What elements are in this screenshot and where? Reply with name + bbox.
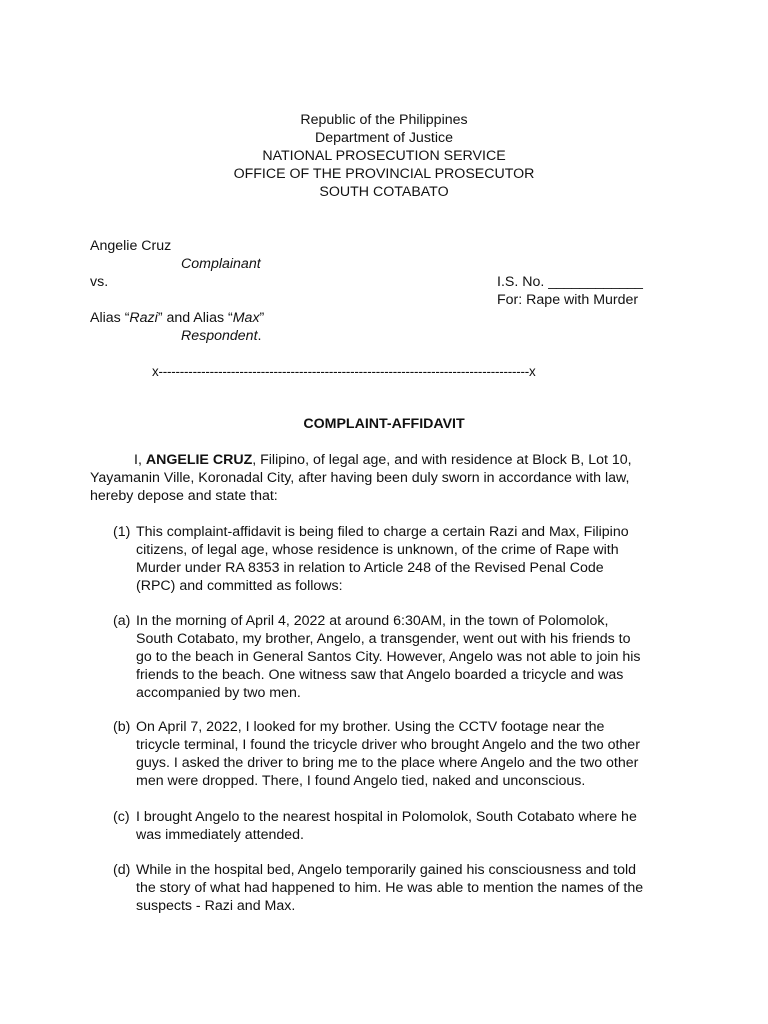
paragraph-line: (RPC) and committed as follows: [136, 578, 343, 594]
paragraph-line: men were dropped. There, I found Angelo tied, naked and unconscious. [136, 773, 586, 789]
respondent-alias-razi: Razi [129, 310, 158, 326]
header-nps: NATIONAL PROSECUTION SERVICE [262, 148, 506, 164]
paragraph-a [136, 612, 641, 702]
paragraph-c [136, 808, 637, 844]
paragraph-line: I brought Angelo to the nearest hospital in Polomolok, South Cotabato where he [136, 809, 637, 825]
paragraph-1-marker: (1) [113, 524, 131, 540]
paragraph-line: Murder under RA 8353 in relation to Article 248 of the Revised Penal Code [136, 560, 604, 576]
respondent-alias-max: Max [232, 310, 260, 326]
paragraph-line: citizens, of legal age, whose residence is unknown, of the crime of Rape with [136, 542, 619, 558]
paragraph-line: On April 7, 2022, I looked for my brother. Using the CCTV footage near the [136, 719, 605, 735]
header-office: OFFICE OF THE PROVINCIAL PROSECUTOR [233, 166, 535, 182]
respondent-role-text: Respondent [181, 328, 258, 344]
intro-line-1 [90, 451, 632, 469]
document-title: COMPLAINT-AFFIDAVIT [303, 416, 465, 432]
intro-paragraph [90, 451, 632, 505]
paragraph-line: While in the hospital bed, Angelo temporarily gained his consciousness and told [136, 862, 637, 878]
header-department: Department of Justice [315, 130, 453, 146]
versus-label: vs. [90, 274, 109, 290]
respondent-prefix: Alias “ [90, 310, 130, 326]
respondent-role [181, 327, 261, 345]
paragraph-line: accompanied by two men. [136, 685, 301, 701]
header-province: SOUTH COTABATO [319, 184, 449, 200]
respondent-mid: ” and Alias “ [157, 310, 233, 326]
respondent-suffix: ” [259, 310, 265, 326]
affiant-name: ANGELIE CRUZ [145, 452, 253, 468]
paragraph-d-marker: (d) [113, 862, 131, 878]
paragraph-line: suspects - Razi and Max. [136, 898, 296, 914]
intro-i: I, [134, 452, 146, 468]
header-republic: Republic of the Philippines [300, 112, 468, 128]
paragraph-b-marker: (b) [113, 719, 131, 735]
paragraph-line: tricycle terminal, I found the tricycle driver who brought Angelo and the two other [136, 737, 640, 753]
paragraph-b [136, 718, 640, 790]
paragraph-line: friends to the beach. One witness saw that Angelo boarded a tricycle and was [136, 667, 624, 683]
paragraph-line: This complaint-affidavit is being filed to charge a certain Razi and Max, Filipino [136, 524, 629, 540]
paragraph-line: guys. I asked the driver to bring me to the place where Angelo and the two other [136, 755, 639, 771]
intro-line-3: hereby depose and state that: [90, 488, 278, 504]
paragraph-line: South Cotabato, my brother, Angelo, a transgender, went out with his friends to [136, 631, 631, 647]
caption-separator: x---------------------------------------------------------------------------------------x [152, 364, 536, 379]
complainant-role: Complainant [181, 256, 261, 272]
complainant-name: Angelie Cruz [90, 238, 172, 254]
paragraph-line: go to the beach in General Santos City. However, Angelo was not able to join his [136, 649, 641, 665]
paragraph-line: In the morning of April 4, 2022 at around 6:30AM, in the town of Polomolok, [136, 613, 609, 629]
paragraph-line: the story of what had happened to him. He was able to mention the names of the [136, 880, 644, 896]
paragraph-c-marker: (c) [113, 809, 130, 825]
paragraph-1 [136, 523, 629, 595]
is-number: I.S. No. ____________ [497, 274, 643, 290]
paragraph-a-marker: (a) [113, 613, 131, 629]
respondent-names [90, 309, 264, 327]
charge-label: For: Rape with Murder [497, 292, 639, 308]
paragraph-line: was immediately attended. [136, 827, 304, 843]
paragraph-d [136, 861, 643, 915]
intro-line-1-rest: , Filipino, of legal age, and with residence at Block B, Lot 10, [252, 452, 632, 468]
intro-line-2: Yayamanin Ville, Koronadal City, after having been duly sworn in accordance with law, [90, 470, 630, 486]
respondent-role-period: . [257, 328, 262, 344]
